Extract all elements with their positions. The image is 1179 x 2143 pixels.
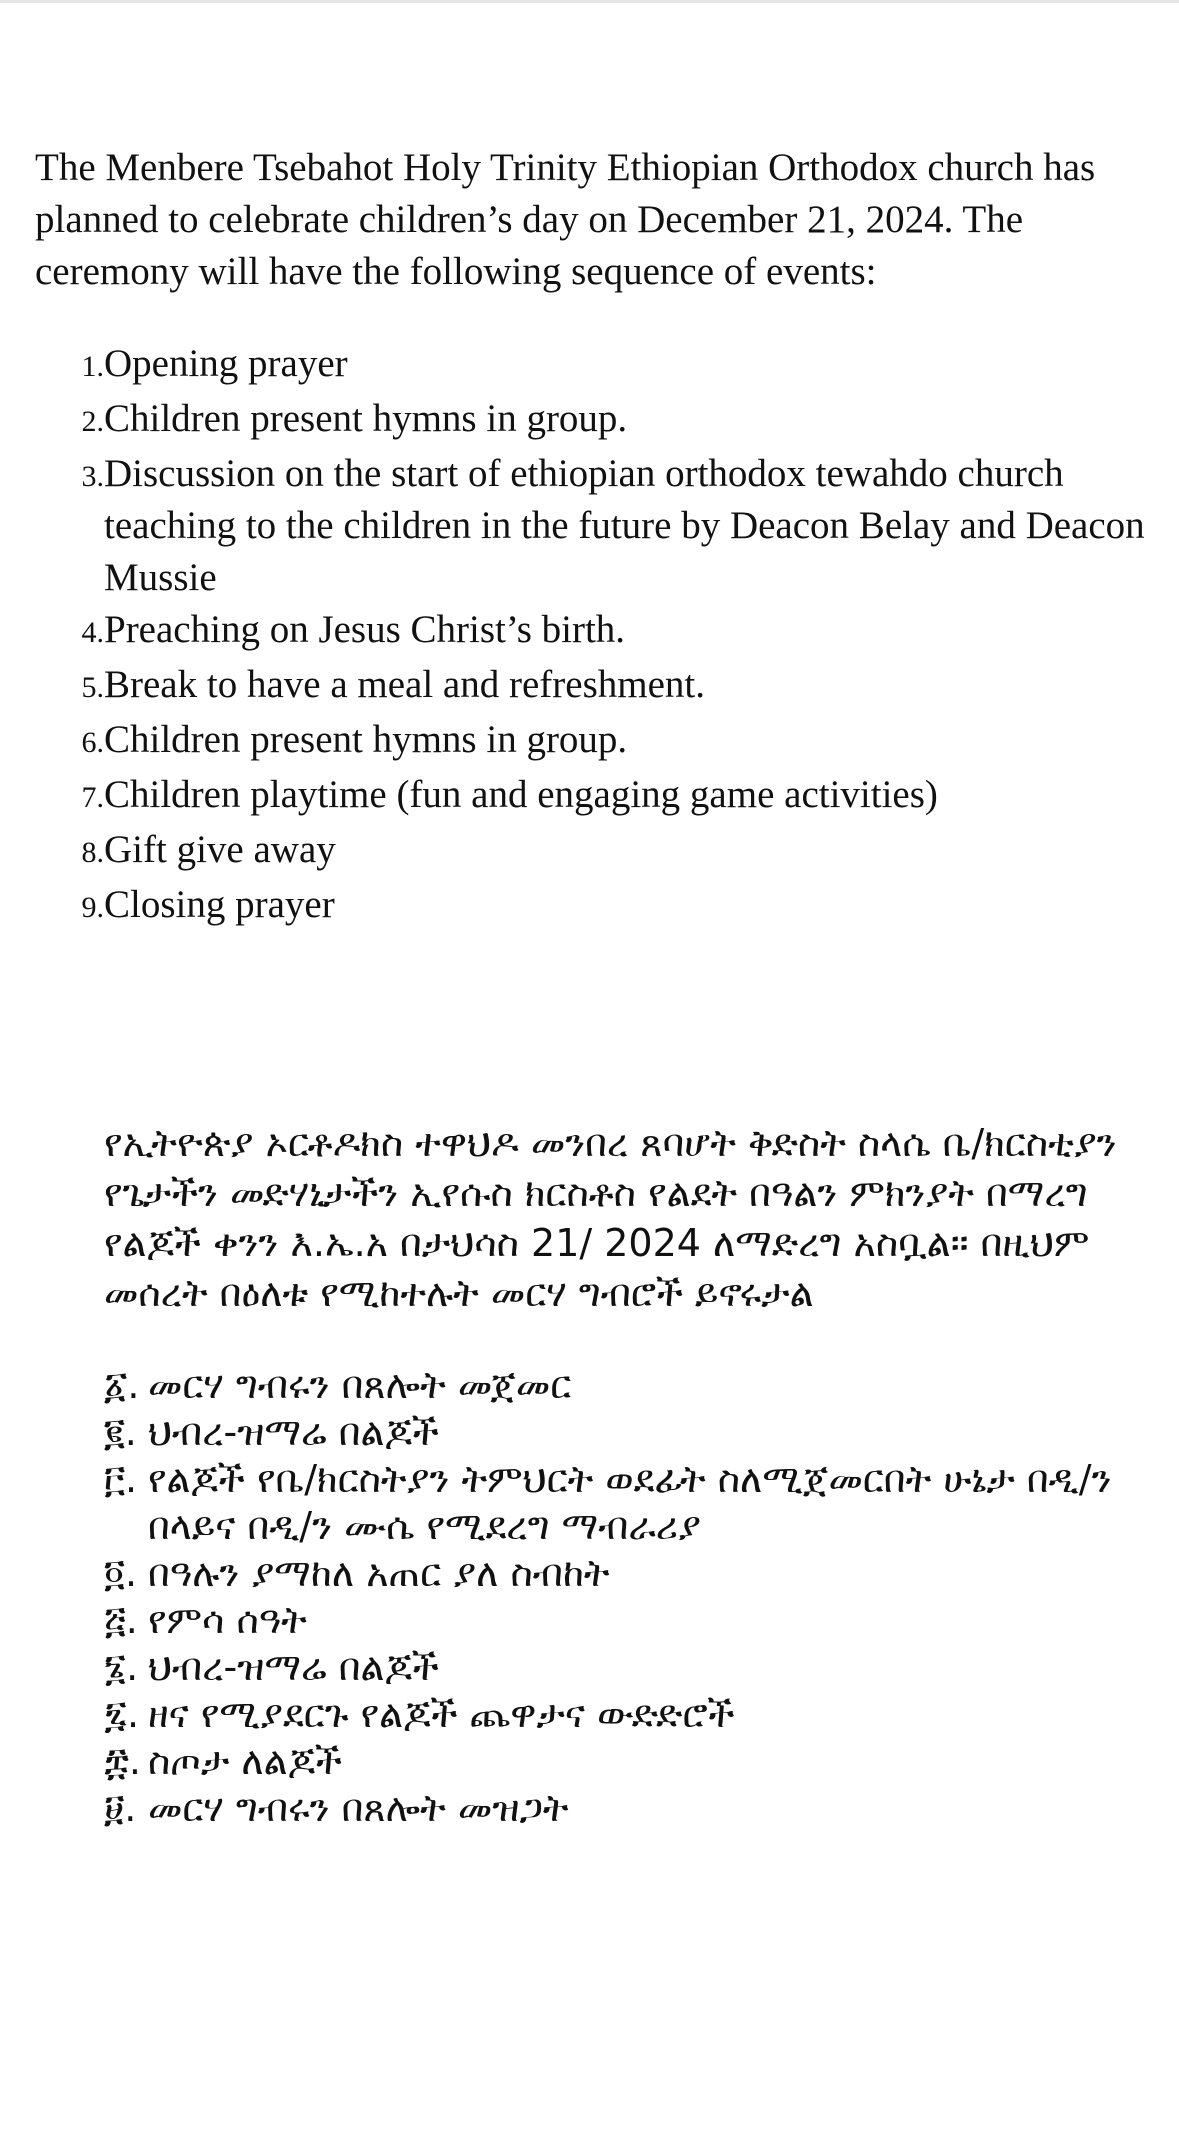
event-text: ህብረ-ዝማሬ በልጆች [148,1645,439,1689]
event-text: መርሃ ግብሩን በጸሎት መዝጋት [148,1786,569,1830]
event-text: የምሳ ሰዓት [148,1598,307,1642]
list-number: ፫. [104,1457,138,1501]
event-text: Closing prayer [104,883,335,926]
list-number: 7. [81,781,104,814]
list-number: 8. [81,836,104,869]
list-number: ፬. [104,1551,138,1595]
event-text: Break to have a meal and refreshment. [104,663,705,706]
amharic-event-item [104,1738,1144,1785]
event-text: የልጆች የቤ/ክርስትያን ትምህርት ወደፊት ስለሚጀመርበት ሁኔታ በዲ/ን በላይና በዲ/ን ሙሴ የሚደረግ ማብራሪያ [148,1457,1112,1548]
english-event-item [35,448,1145,604]
list-number: 3. [81,460,104,493]
amharic-intro-paragraph: የኢትዮጵያ ኦርቶዶክስ ተዋህዶ መንበረ ጸባሆት ቅድስት ስላሴ ቤ/ክርስቲያን የጌታችን መድሃኒታችን ኢየሱስ ክርስቶስ የልደት በዓልን ምክንያት በማረግ የልጆች ቀንን እ.ኤ.አ በታህሳስ 21/ 2024 ለማድረግ አስቧል። በዚህም መሰረት በዕለቱ የሚከተሉት መርሃ ግብሮች ይኖሩታል [104,1121,1117,1315]
list-number: ፯. [104,1692,140,1736]
list-number: 4. [81,616,104,649]
amharic-event-item [104,1785,1144,1832]
event-text: ዘና የሚያደርጉ የልጆች ጨዋታና ውድድሮች [148,1692,735,1736]
event-text: Children present hymns in group. [104,718,628,761]
english-event-item [35,714,1145,769]
event-text: በዓሉን ያማከለ አጠር ያለ ስብከት [148,1551,610,1595]
amharic-section [104,1118,1144,1832]
amharic-event-item [104,1691,1144,1738]
amharic-event-item [104,1409,1144,1456]
amharic-event-item [104,1597,1144,1644]
event-text: መርሃ ግብሩን በጸሎት መጀመር [148,1363,572,1407]
list-number: ፱. [104,1786,137,1830]
english-event-item [35,604,1145,659]
amharic-event-list [104,1362,1144,1832]
event-text: Discussion on the start of ethiopian orthodox tewahdo church teaching to the children in the future by Deacon Belay and Deacon Mussie [104,452,1145,599]
amharic-event-item [104,1644,1144,1691]
english-event-item [35,879,1145,934]
amharic-event-item [104,1456,1144,1550]
list-number: ፭. [104,1598,138,1642]
list-number: 2. [81,405,104,438]
english-event-item [35,769,1145,824]
english-event-item [35,393,1145,448]
english-intro-paragraph: The Menbere Tsebahot Holy Trinity Ethiopian Orthodox church has planned to celebrate children’s day on December 21, 2024. The ceremony will have the following sequence of events: [35,146,1096,293]
event-text: Gift give away [104,828,336,871]
event-text: Children playtime (fun and engaging game activities) [104,773,938,816]
amharic-event-item [104,1362,1144,1409]
list-number: 1. [81,350,104,383]
list-number: 9. [81,891,104,924]
list-number: 5. [81,671,104,704]
english-section [35,142,1145,934]
english-event-item [35,824,1145,879]
list-number: 6. [81,726,104,759]
english-event-list [35,338,1145,934]
event-text: ስጦታ ለልጆች [148,1739,342,1783]
list-number: ፰. [104,1739,141,1783]
event-text: ህብረ-ዝማሬ በልጆች [148,1410,439,1454]
top-divider [0,0,1179,3]
event-text: Opening prayer [104,342,348,385]
list-number: ፩. [104,1363,140,1407]
list-number: ፪. [104,1410,137,1454]
list-number: ፮. [104,1645,139,1689]
event-text: Children present hymns in group. [104,397,628,440]
english-event-item [35,659,1145,714]
event-text: Preaching on Jesus Christ’s birth. [104,608,626,651]
amharic-event-item [104,1550,1144,1597]
english-event-item [35,338,1145,393]
